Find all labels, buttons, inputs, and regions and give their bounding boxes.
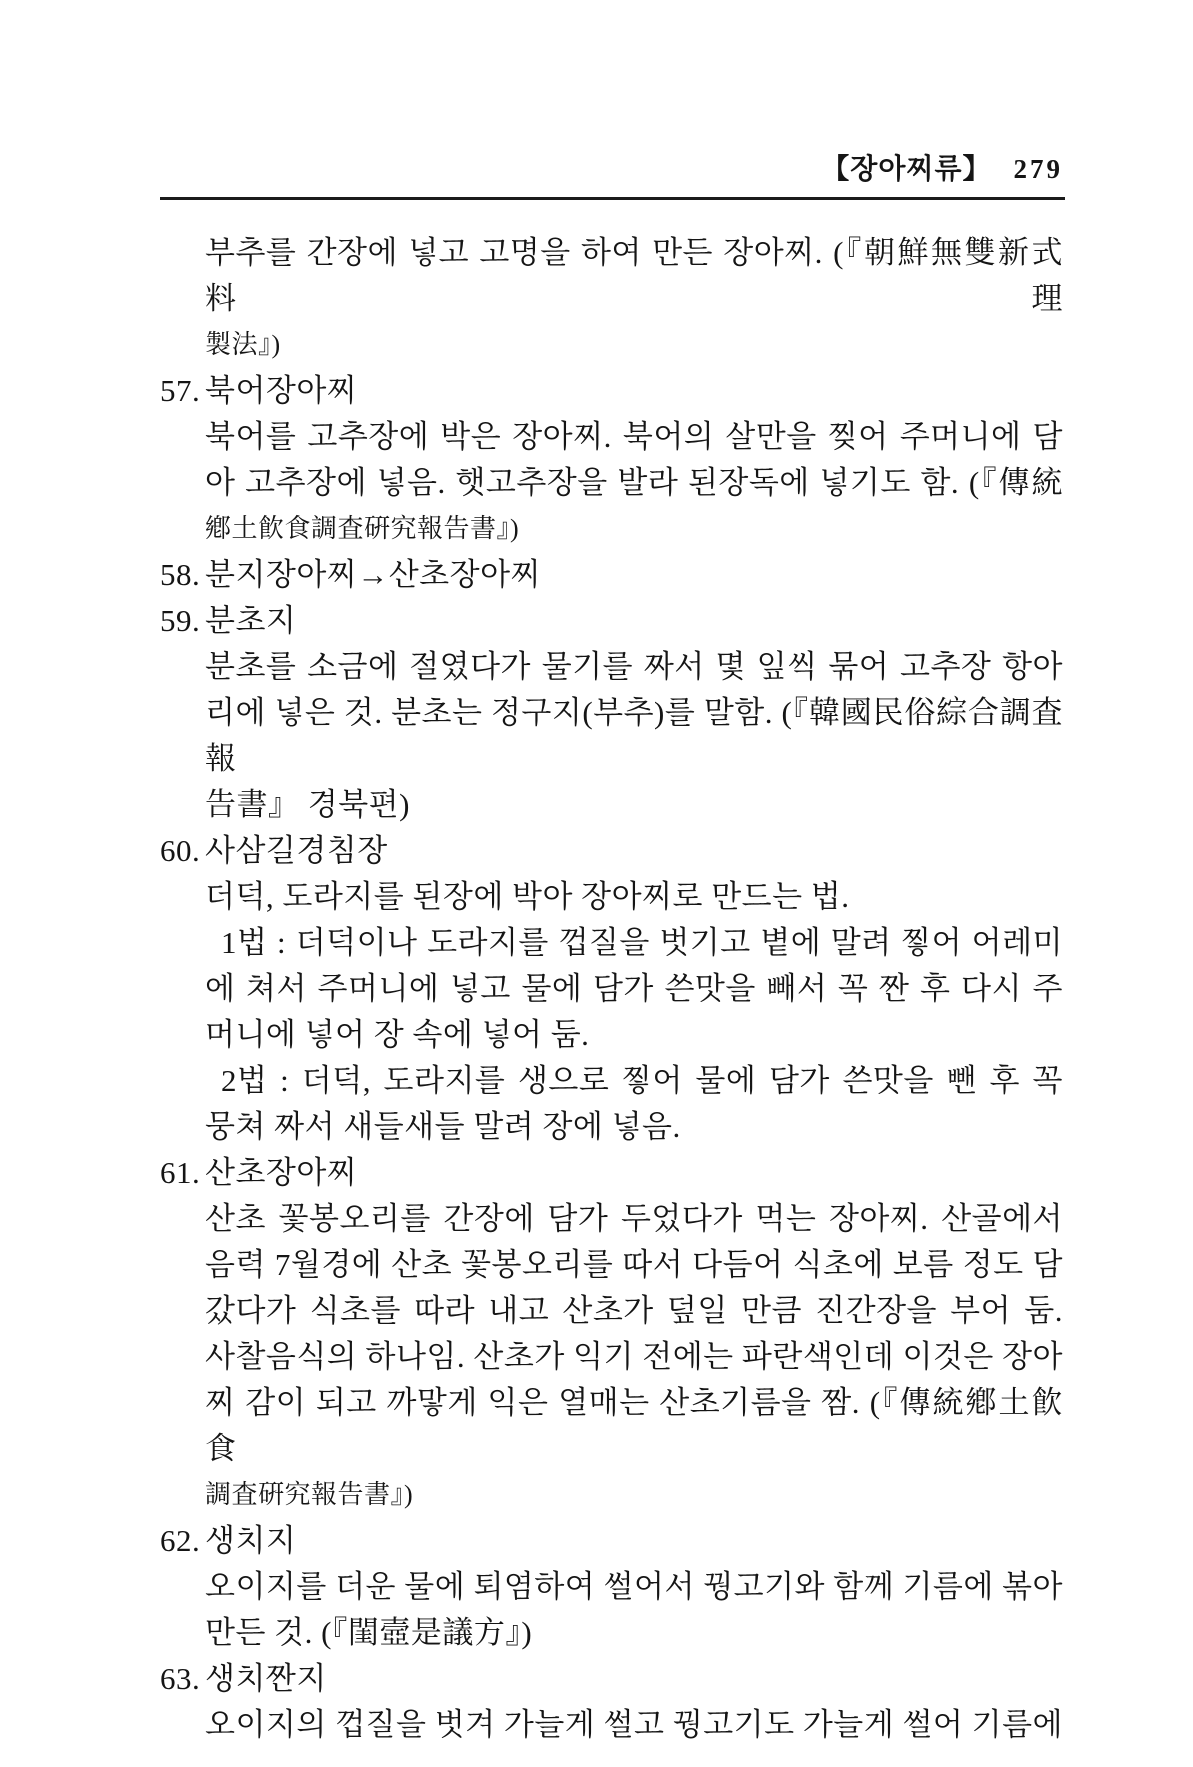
- entry-line: 오이지를 더운 물에 퇴염하여 썰어서 꿩고기와 함께 기름에 볶아: [205, 1569, 1063, 1604]
- entry-line: 告書』 경북편): [205, 787, 410, 822]
- entry-title: 분지장아찌→산초장아찌: [205, 557, 541, 592]
- entry-heading: [160, 552, 1065, 598]
- text-block: [160, 152, 1065, 1748]
- entry-title: 분초지: [205, 603, 297, 638]
- entry-number: 63.: [160, 1661, 201, 1696]
- entry-line: 더덕, 도라지를 된장에 박아 장아찌로 만드는 법.: [205, 879, 850, 914]
- section-title: 【장아찌류】: [821, 154, 992, 185]
- entry-number: 62.: [160, 1523, 201, 1558]
- entry-line: 머니에 넣어 장 속에 넣어 둠.: [205, 1017, 590, 1052]
- entry-line: 산초 꽃봉오리를 간장에 담가 두었다가 먹는 장아찌. 산골에서: [205, 1201, 1063, 1236]
- entry-heading: [160, 598, 1065, 644]
- entry-heading: [160, 1150, 1065, 1196]
- entry-line: 鄕土飮食調査硏究報告書』): [205, 514, 520, 543]
- entry-title: 산초장아찌: [205, 1155, 358, 1190]
- entry-line: 오이지의 껍질을 벗겨 가늘게 썰고 꿩고기도 가늘게 썰어 기름에: [205, 1707, 1063, 1742]
- entry-title: 생치지: [205, 1523, 297, 1558]
- entry-title: 사삼길경침장: [205, 833, 388, 868]
- entry-line: 뭉쳐 짜서 새들새들 말려 장에 넣음.: [205, 1109, 681, 1144]
- entry-line: 製法』): [205, 330, 281, 359]
- entry-title: 생치짠지: [205, 1661, 327, 1696]
- entry-line: 아 고추장에 넣음. 햇고추장을 발라 된장독에 넣기도 함. (『傳統: [205, 465, 1063, 500]
- entry-heading: [160, 368, 1065, 414]
- entry-title: 북어장아찌: [205, 373, 358, 408]
- entry-line: 調査硏究報告書』): [205, 1480, 414, 1509]
- entry-line: 사찰음식의 하나임. 산초가 익기 전에는 파란색인데 이것은 장아: [205, 1339, 1063, 1374]
- header-rule: [160, 197, 1065, 200]
- entry-line: 음력 7월경에 산초 꽃봉오리를 따서 다듬어 식초에 보름 정도 담: [205, 1247, 1063, 1282]
- entry-line: 북어를 고추장에 박은 장아찌. 북어의 살만을 찢어 주머니에 담: [205, 419, 1063, 454]
- entry-line: 갔다가 식초를 따라 내고 산초가 덮일 만큼 진간장을 부어 둠.: [205, 1293, 1063, 1328]
- entry-number: 59.: [160, 603, 201, 638]
- entry-line: 찌 감이 되고 까맣게 익은 열매는 산초기름을 짬. (『傳統鄕土飮食: [205, 1385, 1063, 1466]
- entry-line: 리에 넣은 것. 분초는 정구지(부추)를 말함. (『韓國民俗綜合調査報: [205, 695, 1063, 776]
- entry-line: 에 쳐서 주머니에 넣고 물에 담가 쓴맛을 빼서 꼭 짠 후 다시 주: [205, 971, 1063, 1006]
- page-number: 279: [1013, 154, 1063, 184]
- entry-line: 2법 : 더덕, 도라지를 생으로 찧어 물에 담가 쓴맛을 뺀 후 꼭: [221, 1063, 1063, 1098]
- entry-number: 58.: [160, 557, 201, 592]
- entry-line: 1법 : 더덕이나 도라지를 껍질을 벗기고 볕에 말려 찧어 어레미: [221, 925, 1063, 960]
- entry-number: 60.: [160, 833, 201, 868]
- entry-line: 부추를 간장에 넣고 고명을 하여 만든 장아찌. (『朝鮮無雙新式料理: [205, 235, 1063, 316]
- entry-heading: [160, 828, 1065, 874]
- running-head: [160, 152, 1065, 187]
- entry-number: 61.: [160, 1155, 201, 1190]
- entry-number: 57.: [160, 373, 201, 408]
- entry-list: [160, 230, 1065, 1748]
- entry-heading: [160, 1656, 1065, 1702]
- entry-line: 만든 것. (『閨壼是議方』): [205, 1615, 533, 1650]
- entry-heading: [160, 1518, 1065, 1564]
- entry-line: 분초를 소금에 절였다가 물기를 짜서 몇 잎씩 묶어 고추장 항아: [205, 649, 1063, 684]
